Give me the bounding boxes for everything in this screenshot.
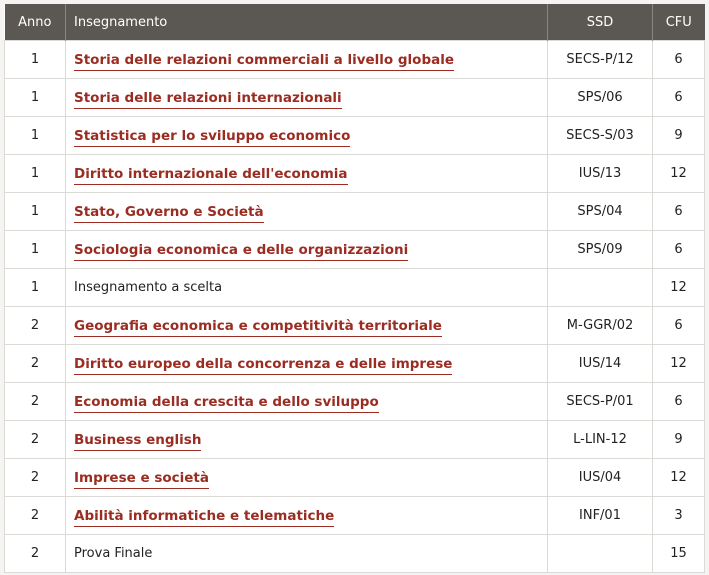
cell-cfu: 6 xyxy=(653,193,705,231)
header-ssd: SSD xyxy=(548,4,653,41)
cell-insegnamento xyxy=(66,41,548,79)
cell-ssd: IUS/04 xyxy=(548,459,653,497)
cell-anno: 1 xyxy=(5,155,66,193)
cell-anno: 1 xyxy=(5,231,66,269)
cell-anno: 1 xyxy=(5,193,66,231)
cell-anno: 2 xyxy=(5,345,66,383)
course-name: Prova Finale xyxy=(74,546,153,561)
cell-ssd: L-LIN-12 xyxy=(548,421,653,459)
course-link[interactable]: Storia delle relazioni commerciali a livello globale xyxy=(74,52,454,71)
table-row xyxy=(5,79,705,117)
table-row xyxy=(5,307,705,345)
cell-insegnamento xyxy=(66,193,548,231)
cell-insegnamento xyxy=(66,345,548,383)
cell-anno: 1 xyxy=(5,117,66,155)
table-row xyxy=(5,155,705,193)
table-row xyxy=(5,269,705,307)
cell-anno: 2 xyxy=(5,307,66,345)
cell-insegnamento xyxy=(66,307,548,345)
table-row xyxy=(5,535,705,573)
header-insegnamento: Insegnamento xyxy=(66,4,548,41)
course-link[interactable]: Diritto europeo della concorrenza e delle imprese xyxy=(74,356,452,375)
cell-insegnamento xyxy=(66,117,548,155)
cell-cfu: 9 xyxy=(653,421,705,459)
cell-cfu: 6 xyxy=(653,231,705,269)
cell-cfu: 6 xyxy=(653,383,705,421)
table-row xyxy=(5,345,705,383)
cell-insegnamento xyxy=(66,155,548,193)
cell-cfu: 9 xyxy=(653,117,705,155)
course-link[interactable]: Business english xyxy=(74,432,201,451)
cell-anno: 2 xyxy=(5,535,66,573)
course-link[interactable]: Stato, Governo e Società xyxy=(74,204,264,223)
course-link[interactable]: Statistica per lo sviluppo economico xyxy=(74,128,350,147)
cell-ssd: M-GGR/02 xyxy=(548,307,653,345)
cell-insegnamento xyxy=(66,421,548,459)
cell-anno: 1 xyxy=(5,41,66,79)
cell-anno: 1 xyxy=(5,269,66,307)
cell-anno: 2 xyxy=(5,383,66,421)
table-row xyxy=(5,383,705,421)
cell-cfu: 6 xyxy=(653,41,705,79)
courses-table xyxy=(4,4,705,573)
cell-insegnamento xyxy=(66,497,548,535)
cell-ssd xyxy=(548,269,653,307)
cell-ssd: SPS/06 xyxy=(548,79,653,117)
cell-ssd: SPS/04 xyxy=(548,193,653,231)
cell-cfu: 12 xyxy=(653,345,705,383)
cell-insegnamento xyxy=(66,459,548,497)
cell-anno: 2 xyxy=(5,421,66,459)
cell-cfu: 6 xyxy=(653,307,705,345)
cell-anno: 2 xyxy=(5,497,66,535)
cell-ssd: SECS-P/12 xyxy=(548,41,653,79)
course-link[interactable]: Sociologia economica e delle organizzazioni xyxy=(74,242,408,261)
course-link[interactable]: Imprese e società xyxy=(74,470,209,489)
course-name: Insegnamento a scelta xyxy=(74,280,223,295)
header-cfu: CFU xyxy=(653,4,705,41)
table-row xyxy=(5,459,705,497)
cell-cfu: 15 xyxy=(653,535,705,573)
table-row xyxy=(5,231,705,269)
course-link[interactable]: Abilità informatiche e telematiche xyxy=(74,508,334,527)
table-row xyxy=(5,497,705,535)
cell-anno: 2 xyxy=(5,459,66,497)
table-row xyxy=(5,117,705,155)
cell-insegnamento xyxy=(66,231,548,269)
table-row xyxy=(5,41,705,79)
table-header xyxy=(5,4,705,41)
cell-cfu: 3 xyxy=(653,497,705,535)
cell-cfu: 12 xyxy=(653,269,705,307)
cell-anno: 1 xyxy=(5,79,66,117)
table-row xyxy=(5,421,705,459)
cell-ssd: SPS/09 xyxy=(548,231,653,269)
header-row xyxy=(5,4,705,41)
cell-ssd xyxy=(548,535,653,573)
course-link[interactable]: Geografia economica e competitività territoriale xyxy=(74,318,442,337)
cell-ssd: SECS-S/03 xyxy=(548,117,653,155)
table-body xyxy=(5,41,705,573)
header-anno: Anno xyxy=(5,4,66,41)
cell-ssd: IUS/14 xyxy=(548,345,653,383)
cell-ssd: SECS-P/01 xyxy=(548,383,653,421)
cell-cfu: 12 xyxy=(653,155,705,193)
cell-insegnamento xyxy=(66,383,548,421)
cell-cfu: 12 xyxy=(653,459,705,497)
cell-insegnamento xyxy=(66,79,548,117)
course-link[interactable]: Storia delle relazioni internazionali xyxy=(74,90,342,109)
cell-ssd: IUS/13 xyxy=(548,155,653,193)
cell-ssd: INF/01 xyxy=(548,497,653,535)
cell-insegnamento xyxy=(66,269,548,307)
course-link[interactable]: Diritto internazionale dell'economia xyxy=(74,166,348,185)
table-row xyxy=(5,193,705,231)
cell-insegnamento xyxy=(66,535,548,573)
cell-cfu: 6 xyxy=(653,79,705,117)
course-link[interactable]: Economia della crescita e dello sviluppo xyxy=(74,394,379,413)
